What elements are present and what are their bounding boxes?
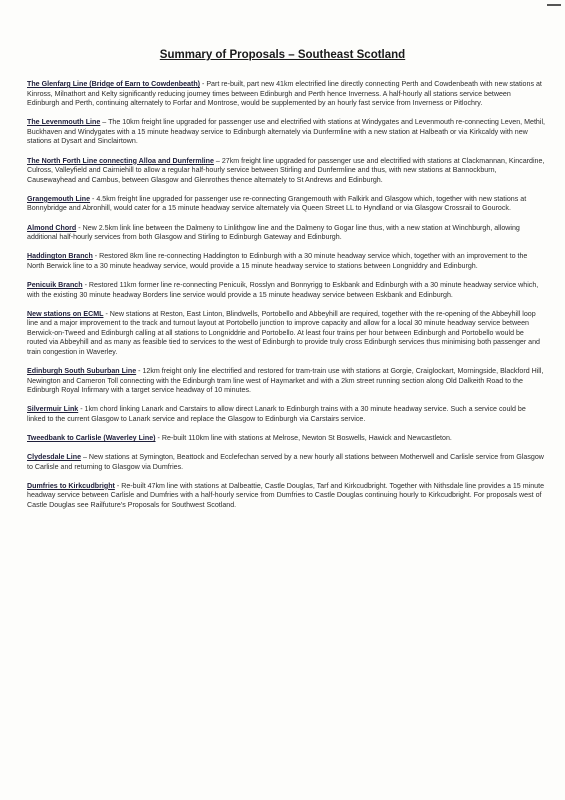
section-body: - Restored 8km line re-connecting Haddington to Edinburgh with a 30 minute headway service which, together with an improvement to the North Berwick line to a 30 minute headway service, would provide a 15 minute headway service to stations between Longniddry and Edinburgh. [27, 252, 528, 270]
section-heading: New stations on ECML [27, 309, 104, 318]
section-heading: Tweedbank to Carlisle (Waverley Line) [27, 434, 156, 443]
section-body: - Re-built 110km line with stations at Melrose, Newton St Boswells, Hawick and Newcastleton. [155, 434, 452, 443]
section-new-stations-ecml [27, 310, 545, 358]
page-title: Summary of Proposals – Southeast Scotland [159, 49, 406, 61]
section-haddington-branch [27, 252, 545, 271]
section-body: - 4.5km freight line upgraded for passenger use re-connecting Grangemouth with Falkirk and Glasgow which, together with new stations at Bonnybridge and Abronhill, would cater for a 15 minute headway service alternately via Queen Street LL to Hyndland or via Glasgow Crossrail to Gourock. [27, 194, 527, 213]
section-heading: Haddington Branch [27, 252, 93, 261]
section-body: – The 10km freight line upgraded for passenger use and electrified with stations at Windygates and Levenmouth re-connecting Leven, Methil, Buckhaven and Windygates with a 15 minute headway service to Edinburgh alternately via Dunfermline with a new station at Halbeath or via Kirkcaldy with new stations at Dysart and Sinclairtown. [27, 118, 545, 146]
section-clydesdale-line [27, 453, 545, 472]
section-heading: Penicuik Branch [27, 280, 83, 289]
section-body: - Re-built 47km line with stations at Dalbeattie, Castle Douglas, Tarf and Kirkcudbright. Together with Nithsdale line provides a 15 minute headway service between Carlisle and Dumfries with a half-hourly service from Dumfries to Castle Douglas continuing hourly to Kirkcudbright. For proposals west of Castle Douglas see Railfuture's Proposals for Southwest Scotland. [27, 481, 545, 509]
section-dumfries-kirkcudbright [27, 482, 545, 511]
section-heading: Clydesdale Line [27, 453, 82, 462]
section-grangemouth-line [27, 195, 545, 214]
section-glenfarg-line [27, 80, 545, 109]
section-levenmouth-line [27, 118, 545, 147]
section-heading: Almond Chord [27, 223, 77, 232]
section-body: - 1km chord linking Lanark and Carstairs to allow direct Lanark to Edinburgh trains with a 30 minute headway service. Such a service could be linked to the current Glasgow to Lanark service and replace the Glasgow to Edinburgh via Carstairs service. [27, 405, 526, 423]
section-body: - New stations at Reston, East Linton, Blindwells, Portobello and Abbeyhill are required, together with the re-opening of the Abbeyhill loop line and a major improvement to the track and turnout layout at Portobello junction to improve capacity and allow for a local 30 minute headway service between Berwick-on-Tweed and Edinburgh calling at all stations to Longniddrie and Portobello. At least four trains per hour between Edinburgh and Portobello would be routed via Abbeyhill and as many as feasible tied to services to the west of Edinburgh to provide truly cross Edinburgh services thus minimising both passenger and train congestion in Waverley. [27, 309, 540, 356]
section-almond-chord [27, 224, 545, 243]
section-heading: Grangemouth Line [27, 194, 91, 203]
section-body: – New stations at Symington, Beattock and Ecclefechan served by a new hourly all stations between Motherwell and Carlisle service from Glasgow to Carlisle and returning to Glasgow via Dumfries. [27, 453, 544, 471]
section-heading: The Levenmouth Line [27, 118, 101, 127]
section-body: - Part re-built, part new 41km electrified line directly connecting Perth and Cowdenbeath with new stations at Kinross, Milnathort and Kelty significantly reducing journey times between Edinburgh and Perth hence Inverness. A half-hourly all stations service between Edinburgh and Perth, continuing alternately to Forfar and Montrose, would be supplemented by an hourly fast service from Inverness or Pitlochry. [27, 80, 542, 108]
section-heading: The North Forth Line connecting Alloa and Dunfermline [27, 156, 214, 165]
section-heading: The Glenfarg Line (Bridge of Earn to Cowdenbeath) [27, 80, 201, 88]
section-body: – 27km freight line upgraded for passenger use and electrified with stations at Clackmannan, Kincardine, Culross, Valleyfield and Cairniehill to allow a regular half-hourly service between Stirling and Dunfermline and thus, with new stations at Bannockburn, Causewayhead and Cambus, between Glasgow and Glenrothes thence alternately to St Andrews and Edinburgh. [27, 156, 545, 184]
section-heading: Edinburgh South Suburban Line [27, 367, 137, 376]
section-north-forth-line [27, 157, 545, 186]
section-heading: Silvermuir Link [27, 405, 79, 414]
section-body: - Restored 11km former line re-connecting Penicuik, Rosslyn and Bonnyrigg to Eskbank and Edinburgh with a 30 minute headway service which, with the existing 30 minute headway Borders line service would provide a 15 minute headway service between Eskbank and Edinburgh. [27, 280, 539, 299]
section-silvermuir-link [27, 405, 545, 424]
sections-list [27, 80, 545, 520]
section-body: - 12km freight only line electrified and restored for tram-train use with stations at Gorgie, Craiglockart, Morningside, Blackford Hill, Newington and Cameron Toll connecting with the Edinburgh tram line west of Haymarket and with a 2km street running section along Old Dalkeith Road to the Edinburgh Royal Infirmary with a target service headway of 10 minutes. [27, 367, 544, 395]
section-heading: Dumfries to Kirkcudbright [27, 481, 115, 490]
section-edinburgh-south-suburban [27, 367, 545, 396]
section-tweedbank-carlisle [27, 434, 545, 444]
corner-mark [547, 4, 561, 6]
section-penicuik-branch [27, 281, 545, 300]
section-body: - New 2.5km link line between the Dalmeny to Linlithgow line and the Dalmeny to Gogar line thus, with a new station at Winchburgh, allowing additional half-hourly services from both Glasgow and Stirling to Edinburgh Gateway and Edinburgh. [27, 223, 520, 242]
